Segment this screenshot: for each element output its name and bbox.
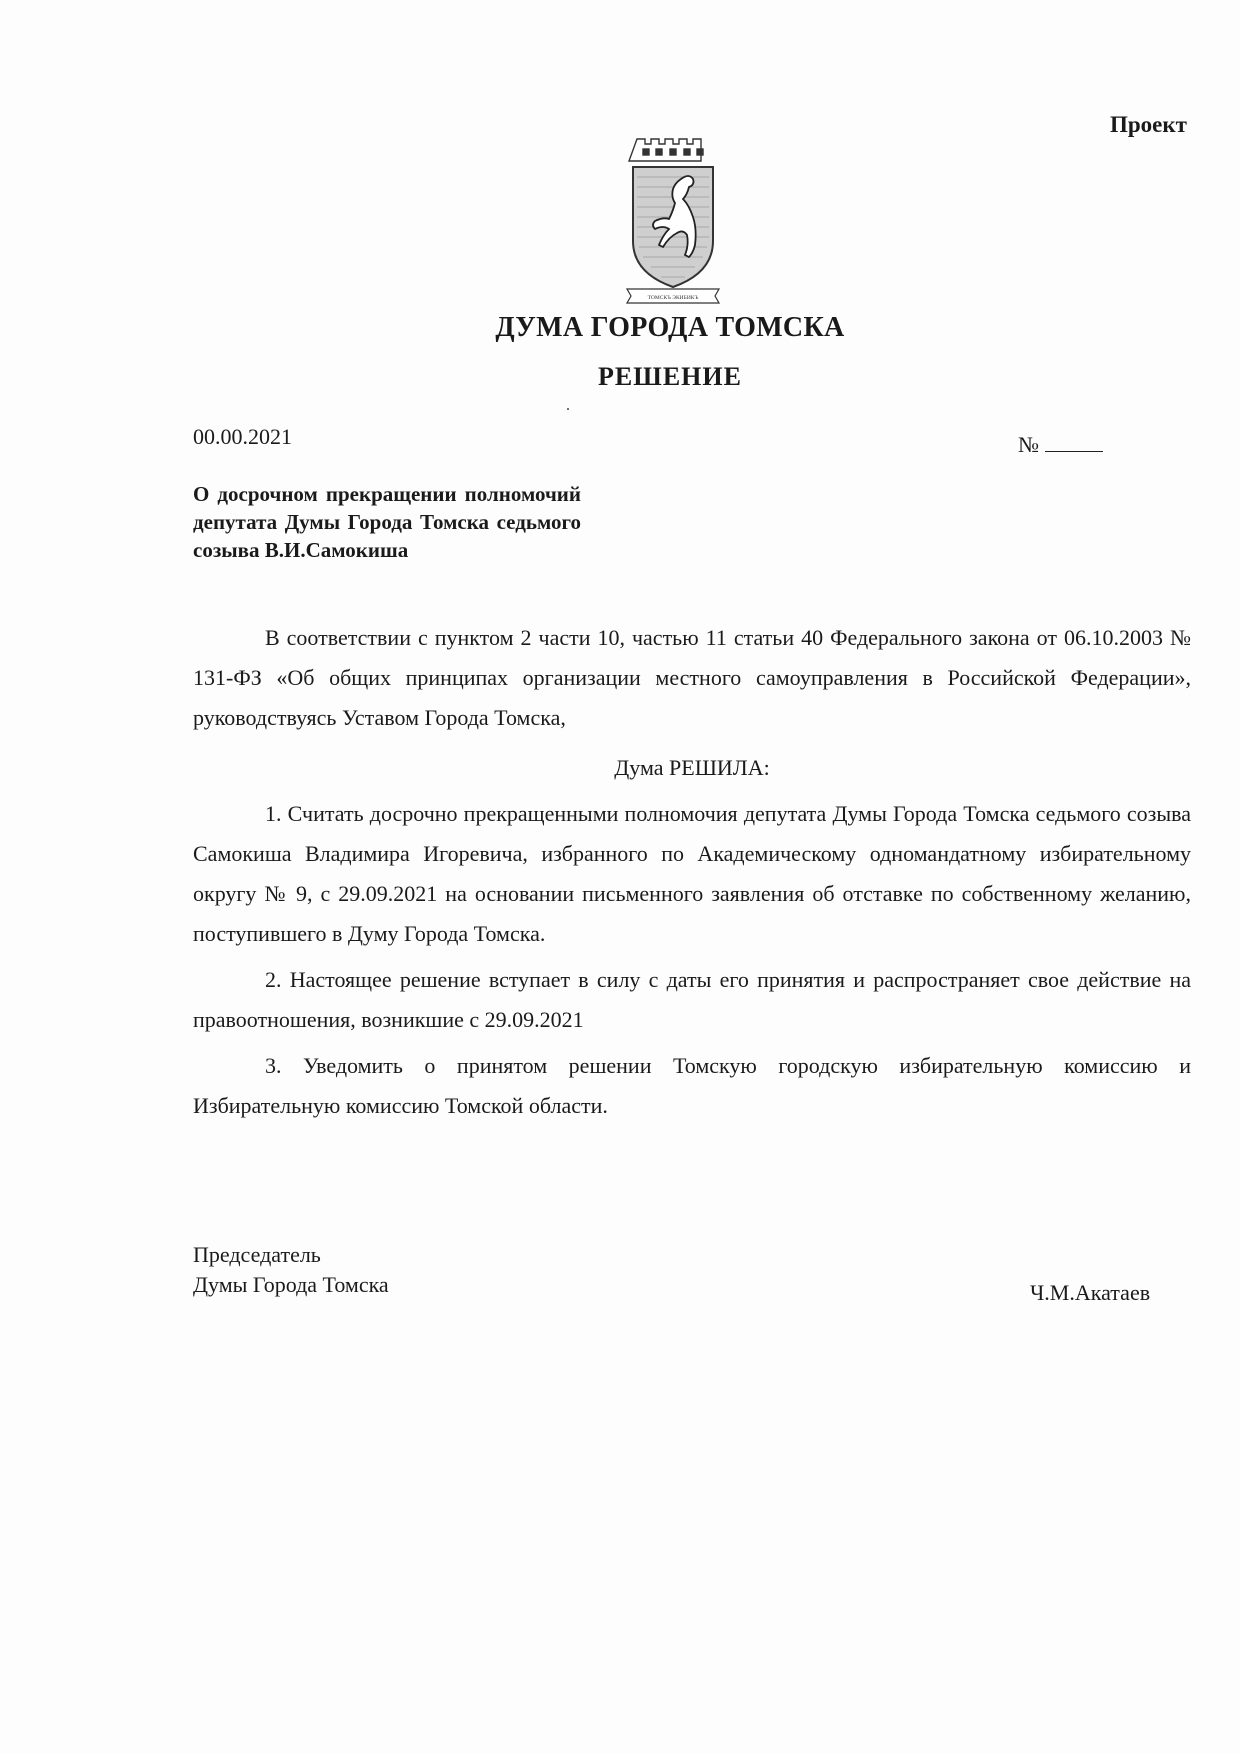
document-number	[1018, 432, 1103, 458]
project-status-label: Проект	[1110, 112, 1187, 137]
document-date: 00.00.2021	[193, 424, 292, 449]
decision-item: 3. Уведомить о принятом решении Томскую городскую избирательную комиссию и Избирательную комиссию Томской области.	[193, 1053, 1191, 1118]
document-type-heading: РЕШЕНИЕ	[598, 362, 742, 391]
preamble-paragraph: В соответствии с пунктом 2 части 10, частью 11 статьи 40 Федерального закона от 06.10.2003 № 131-ФЗ «Об общих принципах организации местного самоуправления в Российской Федерации», руководствуясь Уставом Города Томска,	[193, 625, 1191, 730]
decision-subject: О досрочном прекращении полномочий депутата Думы Города Томска седьмого созыва В.И.Самокиша	[193, 482, 581, 562]
signatory-position	[193, 1240, 389, 1300]
decision-item: 1. Считать досрочно прекращенными полномочия депутата Думы Города Томска седьмого созыва Самокиша Владимира Игоревича, избранного по Академическому одномандатному избирательному округу № 9, с 29.09.2021 на основании письменного заявления об отставке по собственному желанию, поступившего в Думу Города Томска.	[193, 801, 1191, 946]
signatory-position-line: Председатель	[193, 1242, 321, 1267]
scan-speck	[567, 408, 569, 410]
decision-item: 2. Настоящее решение вступает в силу с даты его принятия и распространяет свое действие на правоотношения, возникшие с 29.09.2021	[193, 967, 1191, 1032]
coat-of-arms-emblem	[623, 133, 723, 305]
emblem-motto-text: ТОМСКЪ ЭКИБИКЪ	[647, 295, 699, 301]
decision-body	[193, 618, 1191, 1126]
organization-title: ДУМА ГОРОДА ТОМСКА	[495, 312, 845, 343]
decision-heading: Дума РЕШИЛА:	[614, 755, 770, 780]
signatory-position-line: Думы Города Томска	[193, 1272, 389, 1297]
crown-icon	[629, 139, 703, 161]
number-label: №	[1018, 432, 1039, 457]
signatory-name: Ч.М.Акатаев	[1030, 1280, 1151, 1305]
number-blank-line	[1045, 433, 1103, 452]
